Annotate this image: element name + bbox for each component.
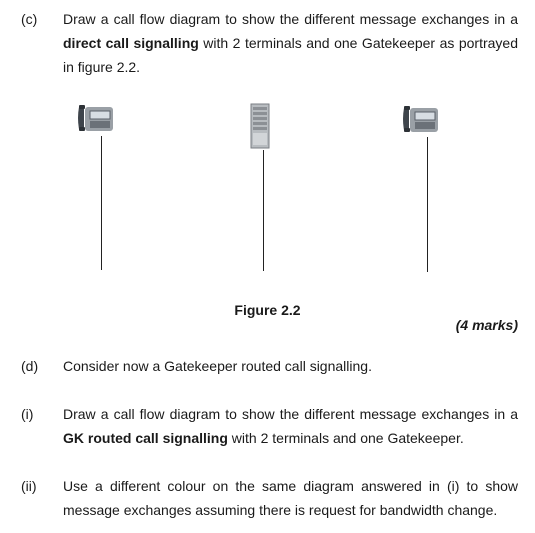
- question-i-text-before: Draw a call flow diagram to show the different message exchanges in a: [63, 406, 518, 422]
- question-d-text: Consider now a Gatekeeper routed call signalling.: [63, 358, 372, 374]
- server-icon: [250, 103, 270, 149]
- left-terminal-lifeline: [101, 136, 102, 270]
- phone-icon: [77, 103, 115, 133]
- question-i-text-after: with 2 terminals and one Gatekeeper.: [227, 430, 464, 446]
- question-ii-label: (ii): [21, 478, 37, 494]
- question-ii-text: Use a different colour on the same diagram answered in (i) to show message exchanges assuming there is request for bandwidth change.: [63, 478, 518, 518]
- question-c-text: [63, 7, 518, 79]
- question-d-label: (d): [21, 358, 39, 374]
- right-terminal-lifeline: [427, 137, 428, 272]
- question-c-label: (c): [21, 11, 38, 27]
- question-i-bold: GK routed call signalling: [63, 430, 228, 446]
- gatekeeper-lifeline: [263, 150, 264, 271]
- question-c-text-after: with 2 terminals and one Gatekeeper as portrayed in figure 2.2.: [63, 35, 518, 75]
- question-c-bold: direct call signalling: [63, 35, 199, 51]
- question-c-text-before: Draw a call flow diagram to show the different message exchanges in a: [63, 11, 518, 27]
- figure-caption: Figure 2.2: [234, 302, 301, 318]
- marks-label: (4 marks): [455, 317, 518, 333]
- question-i-label: (i): [21, 406, 34, 422]
- phone-icon: [402, 104, 440, 134]
- question-i-text: [63, 402, 518, 450]
